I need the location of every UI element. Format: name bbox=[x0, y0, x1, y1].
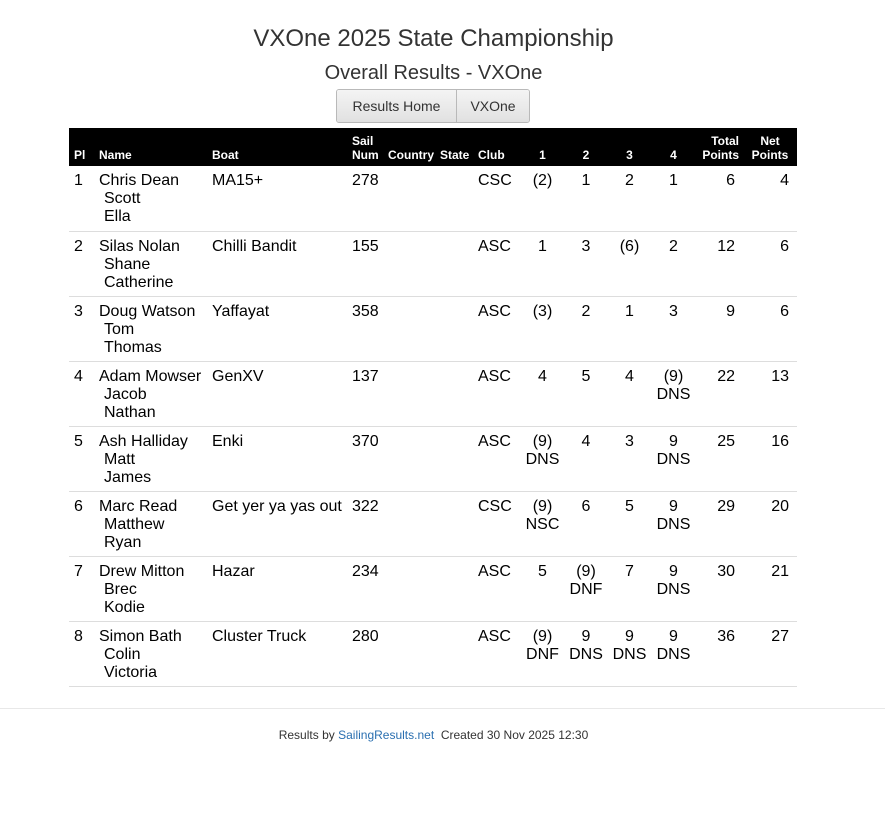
state-cell bbox=[440, 231, 478, 296]
helm-name: Adam Mowser bbox=[99, 367, 202, 385]
table-row bbox=[69, 296, 797, 361]
race-4-score-cell bbox=[651, 166, 696, 231]
race-penalty-code: DNS bbox=[569, 645, 603, 663]
helm-name: Marc Read bbox=[99, 497, 178, 515]
race-2-score-cell bbox=[564, 231, 608, 296]
crew-name: James bbox=[104, 468, 152, 486]
state-cell bbox=[440, 426, 478, 491]
race-score: 5 bbox=[538, 562, 547, 580]
race-4-score-cell bbox=[651, 621, 696, 686]
header-boat: Boat bbox=[212, 148, 239, 162]
helm-name: Silas Nolan bbox=[99, 237, 180, 255]
race-score: (9) bbox=[663, 367, 684, 385]
header-sail-num: Sail Num bbox=[352, 134, 379, 162]
crew-name: Nathan bbox=[104, 403, 156, 421]
race-1-score-cell bbox=[521, 166, 564, 231]
race-score: 4 bbox=[581, 432, 591, 450]
race-1-score-cell bbox=[521, 621, 564, 686]
state-cell bbox=[440, 361, 478, 426]
state-cell bbox=[440, 556, 478, 621]
sail-num-cell: 278 bbox=[352, 172, 379, 189]
sail-num-cell: 234 bbox=[352, 562, 379, 580]
race-score: 1 bbox=[581, 172, 591, 189]
boat-cell: MA15+ bbox=[212, 172, 264, 189]
boat-cell: Hazar bbox=[212, 562, 255, 580]
race-2-score-cell bbox=[564, 556, 608, 621]
crew-name: Kodie bbox=[104, 598, 145, 616]
race-2-score-cell bbox=[564, 361, 608, 426]
helm-name: Chris Dean bbox=[99, 172, 180, 189]
sail-num-cell: 280 bbox=[352, 627, 379, 645]
helm-name: Drew Mitton bbox=[99, 562, 185, 580]
race-score: 4 bbox=[538, 367, 547, 385]
total-points-cell: 22 bbox=[717, 367, 735, 385]
net-points-cell: 20 bbox=[771, 497, 789, 515]
club-cell: ASC bbox=[478, 432, 511, 450]
sail-num-cell: 155 bbox=[352, 237, 379, 255]
table-header-row bbox=[69, 128, 797, 166]
club-cell: ASC bbox=[478, 367, 511, 385]
name-cell bbox=[99, 621, 212, 686]
race-score: 2 bbox=[625, 172, 634, 189]
race-score: 2 bbox=[669, 237, 678, 255]
race-1-score-cell bbox=[521, 426, 564, 491]
race-penalty-code: DNS bbox=[612, 645, 647, 663]
crew-name: Matthew bbox=[104, 515, 165, 533]
race-score: (9) bbox=[532, 627, 553, 645]
race-1-score-cell bbox=[521, 556, 564, 621]
race-score: 3 bbox=[581, 237, 591, 255]
place-cell: 8 bbox=[74, 627, 83, 645]
race-score: 9 bbox=[669, 497, 678, 515]
class-vxone-button[interactable]: VXOne bbox=[456, 90, 529, 122]
race-3-score-cell bbox=[608, 166, 651, 231]
boat-cell: Cluster Truck bbox=[212, 627, 307, 645]
crew-name: Catherine bbox=[104, 273, 174, 291]
place-cell: 7 bbox=[74, 562, 83, 580]
race-score: 9 bbox=[581, 627, 591, 645]
club-cell: CSC bbox=[478, 172, 512, 189]
table-row bbox=[69, 426, 797, 491]
race-4-score-cell bbox=[651, 361, 696, 426]
crew-name: Victoria bbox=[104, 663, 158, 681]
country-cell bbox=[388, 426, 440, 491]
header-country: Country bbox=[388, 148, 434, 162]
name-cell bbox=[99, 231, 212, 296]
country-cell bbox=[388, 361, 440, 426]
race-4-score-cell bbox=[651, 426, 696, 491]
club-cell: CSC bbox=[478, 497, 512, 515]
race-2-score-cell bbox=[564, 166, 608, 231]
race-score: 2 bbox=[581, 302, 591, 320]
net-points-cell: 6 bbox=[780, 302, 789, 320]
header-race-2: 2 bbox=[582, 148, 590, 162]
place-cell: 1 bbox=[74, 172, 83, 189]
race-score: (9) bbox=[532, 497, 553, 515]
crew-name: Ryan bbox=[104, 533, 142, 551]
net-points-cell: 4 bbox=[780, 172, 789, 189]
name-cell bbox=[99, 166, 212, 231]
crew-name: Brec bbox=[104, 580, 137, 598]
net-points-cell: 27 bbox=[771, 627, 789, 645]
race-3-score-cell bbox=[608, 231, 651, 296]
race-penalty-code: DNS bbox=[656, 580, 691, 598]
table-row bbox=[69, 621, 797, 686]
table-row bbox=[69, 166, 797, 231]
race-score: 3 bbox=[625, 432, 634, 450]
place-cell: 3 bbox=[74, 302, 83, 320]
header-name: Name bbox=[99, 148, 132, 162]
header-total-points: Total Points bbox=[702, 134, 739, 162]
race-penalty-code: DNS bbox=[525, 450, 560, 468]
crew-name: Shane bbox=[104, 255, 151, 273]
page-title: VXOne 2025 State Championship bbox=[253, 25, 614, 52]
race-1-score-cell bbox=[521, 361, 564, 426]
state-cell bbox=[440, 296, 478, 361]
race-4-score-cell bbox=[651, 231, 696, 296]
race-score: (9) bbox=[576, 562, 596, 580]
race-1-score-cell bbox=[521, 296, 564, 361]
race-1-score-cell bbox=[521, 231, 564, 296]
place-cell: 5 bbox=[74, 432, 83, 450]
sail-num-cell: 358 bbox=[352, 302, 379, 320]
name-cell bbox=[99, 296, 212, 361]
race-3-score-cell bbox=[608, 296, 651, 361]
race-score: 1 bbox=[669, 172, 678, 189]
sail-num-cell: 137 bbox=[352, 367, 379, 385]
footer-divider bbox=[0, 708, 885, 709]
race-3-score-cell bbox=[608, 491, 651, 556]
country-cell bbox=[388, 491, 440, 556]
race-penalty-code: NSC bbox=[525, 515, 560, 533]
state-cell bbox=[440, 491, 478, 556]
boat-cell: Chilli Bandit bbox=[212, 237, 297, 255]
footer-prefix: Results by bbox=[278, 728, 335, 742]
helm-name: Simon Bath bbox=[99, 627, 182, 645]
club-cell: ASC bbox=[478, 237, 511, 255]
name-cell bbox=[99, 556, 212, 621]
sail-num-cell: 322 bbox=[352, 497, 379, 515]
boat-cell: GenXV bbox=[212, 367, 264, 385]
state-cell bbox=[440, 166, 478, 231]
header-net-points: Net Points bbox=[751, 134, 789, 162]
country-cell bbox=[388, 231, 440, 296]
race-penalty-code: DNS bbox=[656, 515, 691, 533]
table-row bbox=[69, 231, 797, 296]
club-cell: ASC bbox=[478, 627, 511, 645]
race-score: 6 bbox=[581, 497, 591, 515]
state-cell bbox=[440, 621, 478, 686]
table-row bbox=[69, 491, 797, 556]
table-row bbox=[69, 361, 797, 426]
race-score: (3) bbox=[532, 302, 553, 320]
race-score: (6) bbox=[619, 237, 640, 255]
header-state: State bbox=[440, 148, 470, 162]
helm-name: Doug Watson bbox=[99, 302, 196, 320]
race-penalty-code: DNS bbox=[656, 645, 691, 663]
race-2-score-cell bbox=[564, 491, 608, 556]
race-1-score-cell bbox=[521, 491, 564, 556]
net-points-cell: 6 bbox=[780, 237, 789, 255]
helm-name: Ash Halliday bbox=[99, 432, 188, 450]
total-points-cell: 12 bbox=[717, 237, 735, 255]
results-table bbox=[69, 128, 797, 687]
crew-name: Thomas bbox=[104, 338, 162, 356]
sail-num-cell: 370 bbox=[352, 432, 379, 450]
club-cell: ASC bbox=[478, 562, 511, 580]
race-3-score-cell bbox=[608, 621, 651, 686]
race-score: 9 bbox=[669, 562, 678, 580]
country-cell bbox=[388, 296, 440, 361]
table-row bbox=[69, 556, 797, 621]
name-cell bbox=[99, 426, 212, 491]
name-cell bbox=[99, 491, 212, 556]
net-points-cell: 13 bbox=[771, 367, 789, 385]
race-4-score-cell bbox=[651, 491, 696, 556]
total-points-cell: 6 bbox=[726, 172, 735, 189]
net-points-cell: 21 bbox=[771, 562, 789, 580]
results-home-button[interactable]: Results Home bbox=[337, 90, 456, 122]
race-penalty-code: DNS bbox=[656, 450, 691, 468]
race-penalty-code: DNF bbox=[526, 645, 559, 663]
footer-created: Created 30 Nov 2025 12:30 bbox=[440, 728, 589, 742]
total-points-cell: 25 bbox=[717, 432, 735, 450]
race-score: 4 bbox=[625, 367, 634, 385]
race-4-score-cell bbox=[651, 296, 696, 361]
net-points-cell: 16 bbox=[771, 432, 789, 450]
club-cell: ASC bbox=[478, 302, 511, 320]
race-score: (2) bbox=[532, 172, 553, 189]
race-score: 5 bbox=[581, 367, 591, 385]
race-3-score-cell bbox=[608, 556, 651, 621]
name-cell bbox=[99, 361, 212, 426]
header-race-3: 3 bbox=[626, 148, 633, 162]
race-2-score-cell bbox=[564, 426, 608, 491]
crew-name: Jacob bbox=[104, 385, 147, 403]
header-place: Pl bbox=[74, 148, 86, 162]
total-points-cell: 30 bbox=[717, 562, 735, 580]
crew-name: Colin bbox=[104, 645, 141, 663]
race-score: 1 bbox=[538, 237, 547, 255]
crew-name: Matt bbox=[104, 450, 136, 468]
race-score: 9 bbox=[669, 627, 678, 645]
race-3-score-cell bbox=[608, 361, 651, 426]
race-penalty-code: DNF bbox=[569, 580, 603, 598]
footer bbox=[0, 728, 867, 742]
race-2-score-cell bbox=[564, 621, 608, 686]
race-3-score-cell bbox=[608, 426, 651, 491]
race-score: 9 bbox=[625, 627, 634, 645]
header-race-4: 4 bbox=[670, 148, 677, 162]
crew-name: Ella bbox=[104, 208, 131, 225]
boat-cell: Enki bbox=[212, 432, 244, 450]
crew-name: Scott bbox=[104, 190, 141, 207]
boat-cell: Yaffayat bbox=[212, 302, 270, 320]
total-points-cell: 36 bbox=[717, 627, 735, 645]
boat-cell: Get yer ya yas out bbox=[212, 497, 342, 515]
total-points-cell: 29 bbox=[717, 497, 735, 515]
crew-name: Tom bbox=[104, 320, 135, 338]
results-nav-button-group bbox=[336, 89, 530, 123]
race-score: 3 bbox=[669, 302, 678, 320]
total-points-cell: 9 bbox=[726, 302, 735, 320]
race-score: 9 bbox=[669, 432, 678, 450]
sailingresults-link[interactable]: SailingResults.net bbox=[338, 728, 435, 742]
page-subtitle: Overall Results - VXOne bbox=[324, 62, 543, 84]
header-race-1: 1 bbox=[539, 148, 546, 162]
country-cell bbox=[388, 556, 440, 621]
country-cell bbox=[388, 621, 440, 686]
race-score: (9) bbox=[532, 432, 553, 450]
race-penalty-code: DNS bbox=[656, 385, 691, 403]
place-cell: 4 bbox=[74, 367, 83, 385]
country-cell bbox=[388, 166, 440, 231]
race-score: 5 bbox=[625, 497, 634, 515]
place-cell: 6 bbox=[74, 497, 83, 515]
race-score: 1 bbox=[625, 302, 634, 320]
race-score: 7 bbox=[625, 562, 634, 580]
race-4-score-cell bbox=[651, 556, 696, 621]
header-club: Club bbox=[478, 148, 505, 162]
race-2-score-cell bbox=[564, 296, 608, 361]
place-cell: 2 bbox=[74, 237, 83, 255]
